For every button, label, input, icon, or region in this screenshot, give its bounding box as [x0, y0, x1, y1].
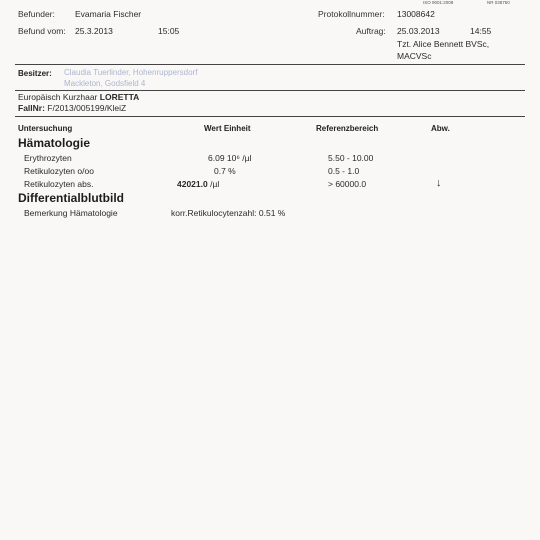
col-header-untersuchung: Untersuchung: [18, 124, 73, 133]
remark-value: korr.Retikulocytenzahl: 0.51 %: [171, 208, 286, 218]
fall-value: F/2013/005199/KleiZ: [47, 103, 127, 113]
row-retik-oo-ref: 0.5 - 1.0: [328, 166, 360, 176]
tzt-line2: MACVSc: [397, 51, 432, 61]
protokoll-label: Protokollnummer:: [318, 9, 385, 19]
owner-line2: Mackleton, Godsfield 4: [64, 79, 146, 88]
section-differentialblutbild: Differentialblutbild: [18, 191, 124, 205]
col-header-wert: Wert Einheit: [204, 124, 251, 133]
down-arrow-icon: ↓: [436, 177, 442, 189]
befund-vom-label: Befund vom:: [18, 26, 66, 36]
row-retik-abs-number: 42021.0: [177, 179, 208, 189]
section-haematologie: Hämatologie: [18, 136, 91, 150]
auftrag-time: 14:55: [470, 26, 492, 36]
patient-name: LORETTA: [99, 92, 140, 102]
befund-date: 25.3.2013: [75, 26, 113, 36]
auftrag-date: 25.03.2013: [397, 26, 440, 36]
row-retik-abs-value: [177, 179, 219, 189]
befunder-label: Befunder:: [18, 9, 55, 19]
fall-line: [18, 103, 126, 113]
protokoll-value: 13008642: [397, 9, 435, 19]
col-header-abw: Abw.: [431, 124, 450, 133]
nr-mark: NR 038750: [487, 0, 510, 5]
row-erythrozyten-ref: 5.50 - 10.00: [328, 153, 374, 163]
rule-patient: [15, 116, 525, 117]
row-retik-oo-value: 0.7 %: [214, 166, 236, 176]
row-retik-oo-name: Retikulozyten o/oo: [24, 166, 94, 176]
rule-top: [15, 64, 525, 65]
fall-label: FallNr:: [18, 103, 45, 113]
owner-label: Besitzer:: [18, 69, 52, 78]
befund-time: 15:05: [158, 26, 180, 36]
row-erythrozyten-value: 6.09 10⁶ /µl: [208, 153, 252, 163]
befunder-value: Evamaria Fischer: [75, 9, 142, 19]
remark-name: Bemerkung Hämatologie: [24, 208, 118, 218]
col-header-referenz: Referenzbereich: [316, 124, 379, 133]
row-retik-abs-unit: /µl: [207, 179, 220, 189]
row-retik-abs-ref: > 60000.0: [328, 179, 367, 189]
rule-owner: [15, 90, 525, 91]
row-erythrozyten-name: Erythrozyten: [24, 153, 72, 163]
iso-mark: ISO 9001:2008: [423, 0, 454, 5]
owner-line1: Claudia Tuerlinder, Hohenruppersdorf: [64, 68, 198, 77]
patient-breed-line: [18, 92, 139, 102]
tzt-line1: Tzt. Alice Bennett BVSc,: [397, 39, 490, 49]
patient-breed: Europäisch Kurzhaar: [18, 92, 98, 102]
row-retik-abs-name: Retikulozyten abs.: [24, 179, 94, 189]
auftrag-label: Auftrag:: [356, 26, 386, 36]
